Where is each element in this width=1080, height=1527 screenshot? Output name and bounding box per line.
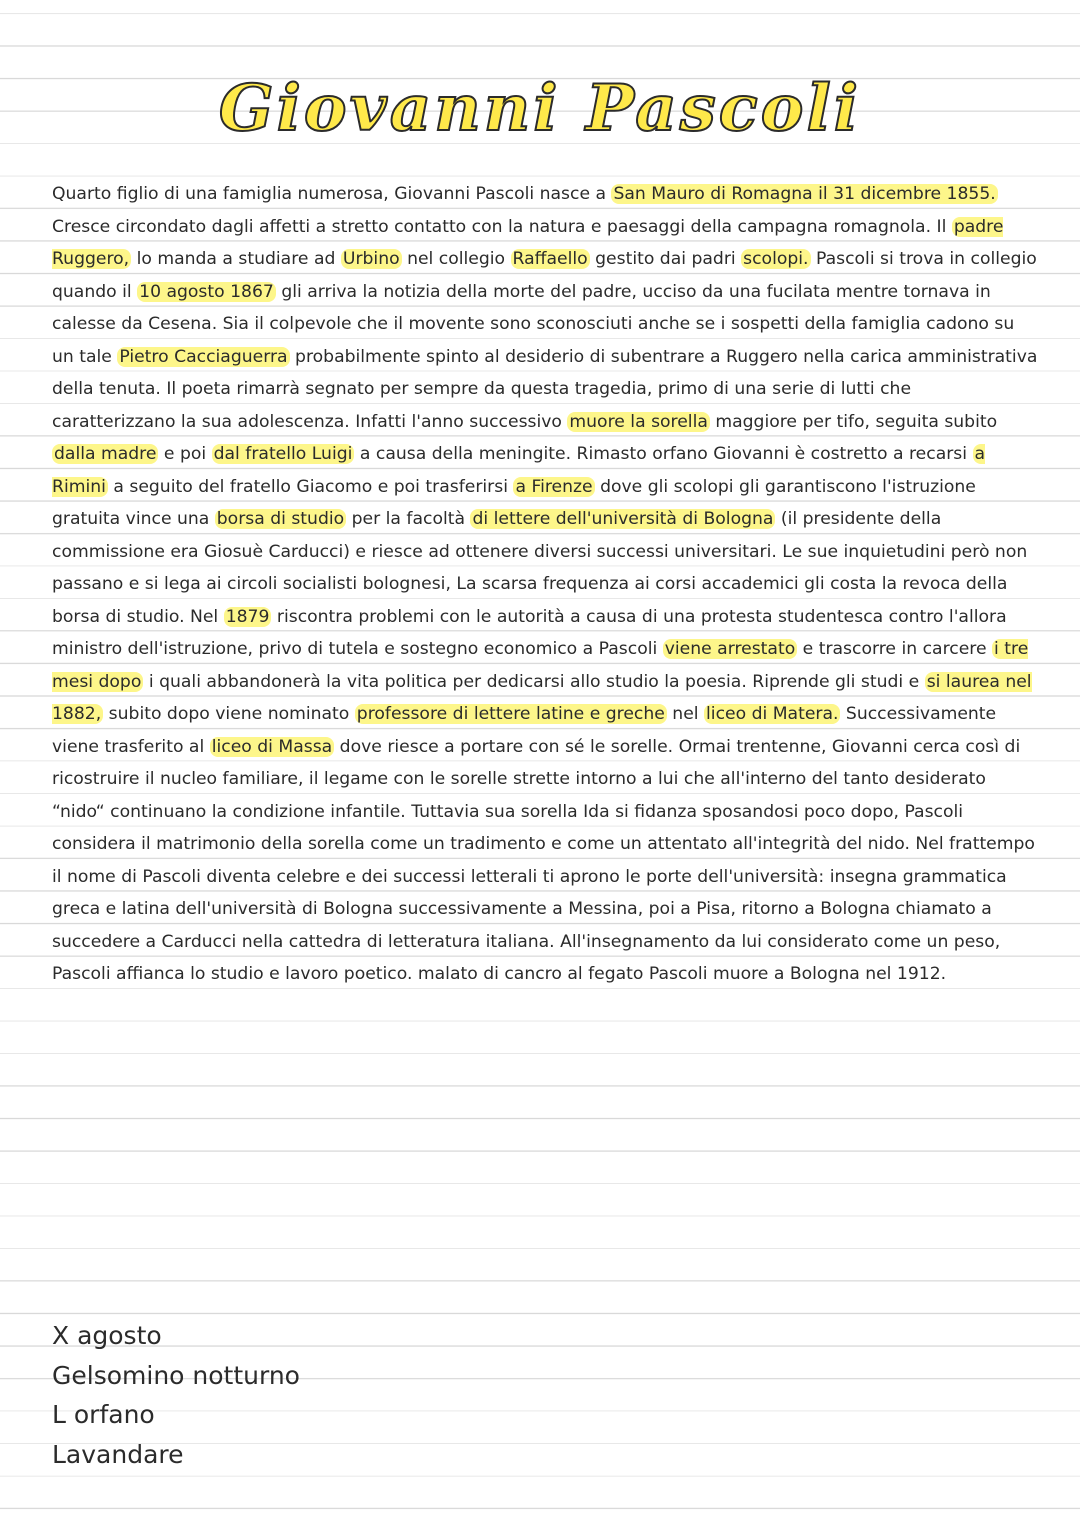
poem-list — [52, 1316, 300, 1474]
poem-list-item: Lavandare — [52, 1439, 184, 1469]
text-segment: gli arriva la notizia della morte del padre, ucciso da una fucilata mentre tornava in calesse da Cesena. Sia il colpevole che il movente sono sconosciuti anche se i sospetti della famiglia cadono su un tale — [52, 281, 1015, 367]
text-segment: a causa della meningite. Rimasto orfano Giovanni è costretto a recarsi — [354, 444, 973, 464]
highlighted-text: professore di lettere latine e greche — [356, 704, 665, 724]
text-segment: (il presidente della commissione era Giosuè Carducci) e riesce ad ottenere diversi successi universitari. Le sue inquietudini però non passano e si lega ai circoli socialisti bolognesi, La scarsa frequenza ai corsi accademici gli costa la revoca della borsa di studio. Nel — [52, 509, 1028, 627]
text-segment: per la facoltà — [346, 509, 471, 529]
highlighted-text: dal fratello Luigi — [213, 444, 353, 464]
highlighted-text: i tre mesi dopo — [52, 639, 1029, 692]
highlighted-text: a Firenze — [515, 476, 593, 497]
biography-paragraph — [52, 178, 1038, 991]
text-segment: riscontra problemi con le autorità a causa di una protesta studentesca contro l'allora ministro dell'istruzione, privo di tutela e sostegno economico a Pascoli — [52, 606, 1007, 659]
highlighted-text: a Rimini — [52, 444, 986, 497]
highlighted-text: dalla madre — [54, 444, 157, 464]
highlighted-text: muore la sorella — [569, 411, 708, 432]
text-segment: gestito dai padri — [589, 249, 742, 269]
text-segment: nel collegio — [401, 249, 511, 269]
text-segment: subito dopo viene nominato — [103, 704, 355, 724]
highlighted-text: Urbino — [342, 249, 400, 269]
text-segment: a seguito del fratello Giacomo e poi trasferirsi — [107, 476, 514, 497]
text-segment: e trascorre in carcere — [797, 639, 993, 659]
poem-list-item: X agosto — [52, 1321, 162, 1350]
highlighted-text: San Mauro di Romagna il 31 dicembre 1855. — [613, 184, 996, 204]
highlighted-text: 10 agosto 1867 — [139, 281, 274, 302]
text-segment: Cresce circondato dagli affetti a stretto contatto con la natura e paesaggi della campagna romagnola. Il — [52, 216, 952, 237]
text-segment: dove gli scolopi gli garantiscono l'istruzione gratuita vince una — [52, 476, 976, 529]
poem-list-item: Gelsomino notturno — [52, 1360, 300, 1390]
text-segment: e poi — [158, 444, 212, 464]
text-segment: Successivamente viene trasferito al — [52, 704, 997, 757]
poem-list-item: L orfano — [52, 1400, 155, 1429]
text-segment: dove riesce a portare con sé le sorelle. Ormai trentenne, Giovanni cerca così di ricostruire il nucleo familiare, il legame con le sorelle strette intorno a lui che all'interno del tanto desiderato “nido“ continuano la condizione infantile. Tuttavia sua sorella Ida si fidanza sposandosi poco dopo, Pascoli considera il matrimonio della sorella come un tradimento e come un attentato all'integrità del nido. Nel frattempo il nome di Pascoli diventa celebre e dei successi letterali ti aprono le porte dell'università: insegna grammatica greca e latina dell'università di Bologna successivamente a Messina, poi a Pisa, ritorno a Bologna chiamato a succedere a Carducci nella cattedra di letteratura italiana. All'insegnamento da lui considerato come un peso, Pascoli affianca lo studio e lavoro poetico. malato di cancro al fegato Pascoli muore a Bologna nel 1912. — [52, 736, 1035, 984]
highlighted-text: padre Ruggero, — [52, 216, 1004, 269]
highlighted-text: 1879 — [225, 606, 270, 627]
text-segment: Quarto figlio di una famiglia numerosa, Giovanni Pascoli nasce a — [52, 184, 612, 204]
highlighted-text: liceo di Matera. — [706, 704, 839, 724]
text-segment: maggiore per tifo, seguita subito — [709, 411, 998, 432]
text-segment: nel — [666, 704, 705, 724]
highlighted-text: si laurea nel 1882, — [52, 671, 1032, 724]
highlighted-text: viene arrestato — [664, 639, 796, 659]
highlighted-text: borsa di studio — [216, 509, 345, 529]
page-title: Giovanni Pascoli — [218, 70, 862, 146]
highlighted-text: di lettere dell'università di Bologna — [472, 509, 774, 529]
highlighted-text: scolopi. — [743, 249, 809, 269]
text-segment: i quali abbandonerà la vita politica per dedicarsi allo studio la poesia. Riprende gli studi e — [143, 671, 925, 692]
highlighted-text: liceo di Massa — [211, 736, 333, 757]
text-segment: probabilmente spinto al desiderio di subentrare a Ruggero nella carica amministrativa della tenuta. Il poeta rimarrà segnato per sempre da questa tragedia, primo di una serie di lutti che caratterizzano la sua adolescenza. Infatti l'anno successivo — [52, 346, 1038, 432]
text-segment: lo manda a studiare ad — [131, 249, 341, 269]
highlighted-text: Raffaello — [512, 249, 588, 269]
highlighted-text: Pietro Cacciaguerra — [119, 346, 288, 367]
text-segment: Pascoli si trova in collegio quando il — [52, 249, 1037, 302]
